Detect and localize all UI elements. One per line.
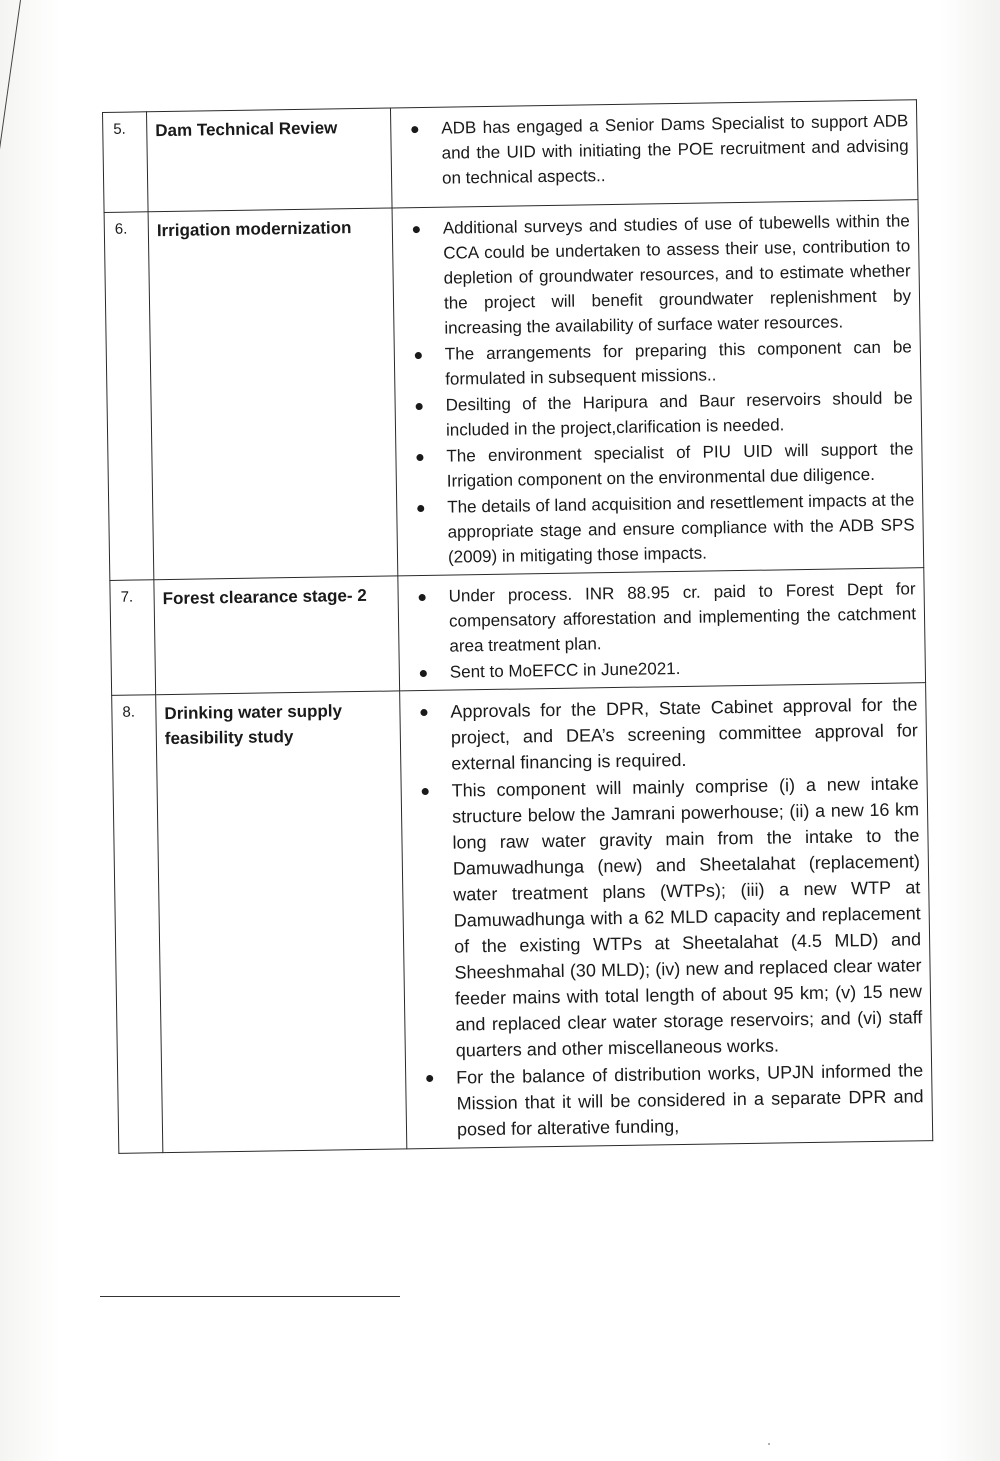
paper-speck bbox=[768, 1443, 770, 1445]
row-description bbox=[390, 100, 918, 208]
row-description bbox=[392, 200, 924, 576]
bullet-point: ADB has engaged a Senior Dams Specialist to support ADB and the UID with initiating the POE recruitment and advising on technical aspects.. bbox=[405, 108, 909, 191]
table-row bbox=[110, 568, 926, 696]
bullet-list bbox=[407, 208, 915, 570]
table-row bbox=[112, 683, 933, 1154]
table-bottom-rule bbox=[100, 1296, 400, 1297]
bullet-point: For the balance of distribution works, UPJN informed the Mission that it will be considered in a separate DPR and posed for alterative funding, bbox=[420, 1057, 924, 1143]
row-item-title: Dam Technical Review bbox=[147, 108, 393, 212]
page-fold-line bbox=[0, 0, 21, 238]
status-table bbox=[102, 99, 933, 1154]
bullet-point: The arrangements for preparing this component can be formulated in subsequent missions.. bbox=[409, 334, 913, 392]
bullet-point: The details of land acquisition and resettlement impacts at the appropriate stage and ensure compliance with the ADB SPS (2009) in mitigating those impacts. bbox=[411, 487, 915, 570]
row-item-title: Irrigation modernization bbox=[148, 208, 398, 580]
bullet-list bbox=[414, 691, 924, 1143]
bullet-point: The environment specialist of PIU UID will support the Irrigation component on the environmental due diligence. bbox=[410, 436, 914, 494]
row-item-title: Forest clearance stage- 2 bbox=[154, 576, 400, 695]
bullet-point: Under process. INR 88.95 cr. paid to Forest Dept for compensatory afforestation and implementing the catchment area treatment plan. bbox=[412, 576, 916, 659]
bullet-point: Approvals for the DPR, State Cabinet approval for the project, and DEA’s screening committee approval for external financing is required. bbox=[414, 691, 918, 777]
row-number: 6. bbox=[104, 212, 154, 581]
bullet-list bbox=[405, 108, 909, 191]
table-row bbox=[103, 100, 918, 213]
row-number: 5. bbox=[103, 112, 149, 213]
bullet-list bbox=[412, 576, 917, 685]
row-number: 8. bbox=[112, 695, 163, 1154]
table-row bbox=[104, 200, 924, 581]
bullet-point: Sent to MoEFCC in June2021. bbox=[414, 652, 917, 685]
bullet-point: Additional surveys and studies of use of tubewells within the CCA could be undertaken to assess their use, contribution to depletion of groundwater resources, and to estimate whether the project will benefit groundwater replenishment by increasing the availability of surface water resources. bbox=[407, 208, 912, 341]
row-description bbox=[398, 568, 926, 691]
bullet-point: Desilting of the Haripura and Baur reservoirs should be included in the project,clarification is needed. bbox=[409, 385, 913, 443]
row-description bbox=[400, 683, 933, 1149]
row-item-title: Drinking water supply feasibility study bbox=[156, 691, 407, 1153]
bullet-point: This component will mainly comprise (i) a new intake structure below the Jamrani powerhouse; (ii) a new 16 km long raw water gravity main from the intake to the Damuwadhunga (new) and Sheetalahat (replacement) water treatment plans (WTPs); (iii) a new WTP at Damuwadhunga with a 62 MLD capacity and replacement of the existing WTPs at Sheetalahat (4.5 MLD) and Sheeshmahal (30 MLD); (iv) new and replaced clear water feeder mains with total length of about 95 km; (v) 15 new and replaced clear water storage reservoirs; and (vi) staff quarters and other miscellaneous works. bbox=[416, 770, 923, 1064]
row-number: 7. bbox=[110, 580, 156, 696]
